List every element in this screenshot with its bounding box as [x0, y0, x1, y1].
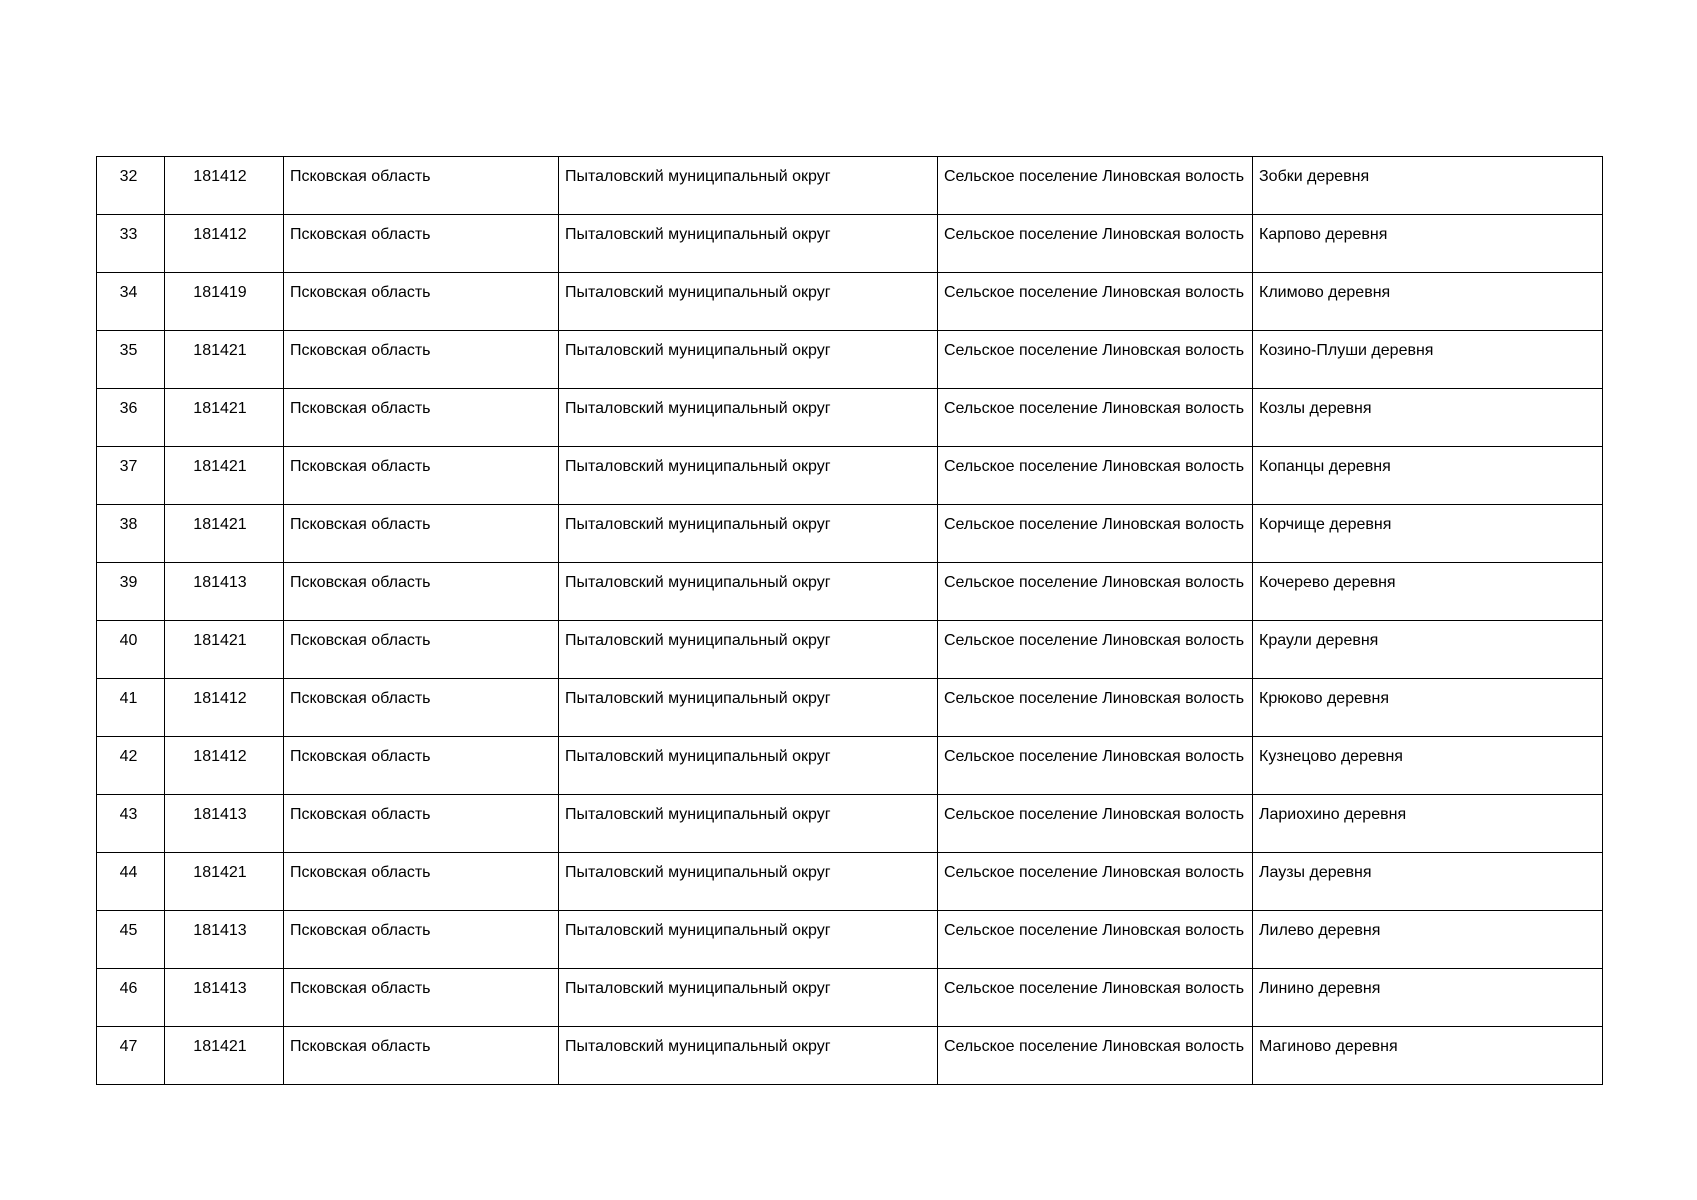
district-cell: Пыталовский муниципальный округ — [559, 795, 938, 853]
postal-code-cell: 181421 — [165, 331, 284, 389]
district-cell: Пыталовский муниципальный округ — [559, 273, 938, 331]
settlement-cell: Сельское поселение Линовская волость — [938, 795, 1253, 853]
row-number-cell: 33 — [97, 215, 165, 273]
region-cell: Псковская область — [284, 621, 559, 679]
row-number-cell: 44 — [97, 853, 165, 911]
district-cell: Пыталовский муниципальный округ — [559, 447, 938, 505]
table-row — [97, 1027, 1603, 1085]
postal-code-cell: 181413 — [165, 563, 284, 621]
locality-cell: Линино деревня — [1253, 969, 1603, 1027]
settlement-cell: Сельское поселение Линовская волость — [938, 215, 1253, 273]
region-cell: Псковская область — [284, 1027, 559, 1085]
locality-cell: Климово деревня — [1253, 273, 1603, 331]
row-number-cell: 45 — [97, 911, 165, 969]
postal-code-cell: 181412 — [165, 157, 284, 215]
locality-cell: Магиново деревня — [1253, 1027, 1603, 1085]
region-cell: Псковская область — [284, 447, 559, 505]
locality-cell: Карпово деревня — [1253, 215, 1603, 273]
locality-cell: Кочерево деревня — [1253, 563, 1603, 621]
table-row — [97, 969, 1603, 1027]
address-table — [96, 156, 1603, 1085]
district-cell: Пыталовский муниципальный округ — [559, 679, 938, 737]
settlement-cell: Сельское поселение Линовская волость — [938, 621, 1253, 679]
region-cell: Псковская область — [284, 853, 559, 911]
locality-cell: Копанцы деревня — [1253, 447, 1603, 505]
table-row — [97, 621, 1603, 679]
locality-cell: Кузнецово деревня — [1253, 737, 1603, 795]
postal-code-cell: 181421 — [165, 447, 284, 505]
settlement-cell: Сельское поселение Линовская волость — [938, 157, 1253, 215]
district-cell: Пыталовский муниципальный округ — [559, 505, 938, 563]
row-number-cell: 46 — [97, 969, 165, 1027]
locality-cell: Козлы деревня — [1253, 389, 1603, 447]
row-number-cell: 42 — [97, 737, 165, 795]
district-cell: Пыталовский муниципальный округ — [559, 215, 938, 273]
postal-code-cell: 181412 — [165, 737, 284, 795]
row-number-cell: 32 — [97, 157, 165, 215]
region-cell: Псковская область — [284, 157, 559, 215]
locality-cell: Зобки деревня — [1253, 157, 1603, 215]
table-row — [97, 331, 1603, 389]
locality-cell: Лариохино деревня — [1253, 795, 1603, 853]
settlement-cell: Сельское поселение Линовская волость — [938, 273, 1253, 331]
row-number-cell: 43 — [97, 795, 165, 853]
locality-cell: Крюково деревня — [1253, 679, 1603, 737]
table-row — [97, 679, 1603, 737]
region-cell: Псковская область — [284, 215, 559, 273]
row-number-cell: 34 — [97, 273, 165, 331]
table-row — [97, 389, 1603, 447]
row-number-cell: 37 — [97, 447, 165, 505]
postal-code-cell: 181412 — [165, 679, 284, 737]
row-number-cell: 41 — [97, 679, 165, 737]
postal-code-cell: 181421 — [165, 621, 284, 679]
postal-code-cell: 181413 — [165, 911, 284, 969]
district-cell: Пыталовский муниципальный округ — [559, 853, 938, 911]
row-number-cell: 38 — [97, 505, 165, 563]
postal-code-cell: 181413 — [165, 795, 284, 853]
locality-cell: Лилево деревня — [1253, 911, 1603, 969]
table-row — [97, 853, 1603, 911]
district-cell: Пыталовский муниципальный округ — [559, 737, 938, 795]
region-cell: Псковская область — [284, 911, 559, 969]
table-row — [97, 273, 1603, 331]
settlement-cell: Сельское поселение Линовская волость — [938, 911, 1253, 969]
settlement-cell: Сельское поселение Линовская волость — [938, 1027, 1253, 1085]
district-cell: Пыталовский муниципальный округ — [559, 911, 938, 969]
table-row — [97, 215, 1603, 273]
locality-cell: Корчище деревня — [1253, 505, 1603, 563]
district-cell: Пыталовский муниципальный округ — [559, 1027, 938, 1085]
region-cell: Псковская область — [284, 273, 559, 331]
settlement-cell: Сельское поселение Линовская волость — [938, 331, 1253, 389]
settlement-cell: Сельское поселение Линовская волость — [938, 969, 1253, 1027]
district-cell: Пыталовский муниципальный округ — [559, 563, 938, 621]
settlement-cell: Сельское поселение Линовская волость — [938, 505, 1253, 563]
region-cell: Псковская область — [284, 737, 559, 795]
postal-code-cell: 181413 — [165, 969, 284, 1027]
table-row — [97, 563, 1603, 621]
region-cell: Псковская область — [284, 969, 559, 1027]
locality-cell: Козино-Плуши деревня — [1253, 331, 1603, 389]
settlement-cell: Сельское поселение Линовская волость — [938, 563, 1253, 621]
row-number-cell: 36 — [97, 389, 165, 447]
settlement-cell: Сельское поселение Линовская волость — [938, 853, 1253, 911]
settlement-cell: Сельское поселение Линовская волость — [938, 389, 1253, 447]
district-cell: Пыталовский муниципальный округ — [559, 157, 938, 215]
row-number-cell: 39 — [97, 563, 165, 621]
district-cell: Пыталовский муниципальный округ — [559, 969, 938, 1027]
locality-cell: Лаузы деревня — [1253, 853, 1603, 911]
row-number-cell: 40 — [97, 621, 165, 679]
row-number-cell: 47 — [97, 1027, 165, 1085]
region-cell: Псковская область — [284, 679, 559, 737]
district-cell: Пыталовский муниципальный округ — [559, 621, 938, 679]
table-body — [97, 157, 1603, 1085]
settlement-cell: Сельское поселение Линовская волость — [938, 679, 1253, 737]
district-cell: Пыталовский муниципальный округ — [559, 331, 938, 389]
table-row — [97, 157, 1603, 215]
region-cell: Псковская область — [284, 795, 559, 853]
district-cell: Пыталовский муниципальный округ — [559, 389, 938, 447]
postal-code-cell: 181419 — [165, 273, 284, 331]
region-cell: Псковская область — [284, 331, 559, 389]
row-number-cell: 35 — [97, 331, 165, 389]
region-cell: Псковская область — [284, 563, 559, 621]
table-row — [97, 505, 1603, 563]
locality-cell: Краули деревня — [1253, 621, 1603, 679]
region-cell: Псковская область — [284, 389, 559, 447]
postal-code-cell: 181412 — [165, 215, 284, 273]
region-cell: Псковская область — [284, 505, 559, 563]
table-row — [97, 795, 1603, 853]
table-row — [97, 447, 1603, 505]
settlement-cell: Сельское поселение Линовская волость — [938, 447, 1253, 505]
postal-code-cell: 181421 — [165, 1027, 284, 1085]
table-row — [97, 737, 1603, 795]
postal-code-cell: 181421 — [165, 505, 284, 563]
table-row — [97, 911, 1603, 969]
postal-code-cell: 181421 — [165, 853, 284, 911]
settlement-cell: Сельское поселение Линовская волость — [938, 737, 1253, 795]
postal-code-cell: 181421 — [165, 389, 284, 447]
